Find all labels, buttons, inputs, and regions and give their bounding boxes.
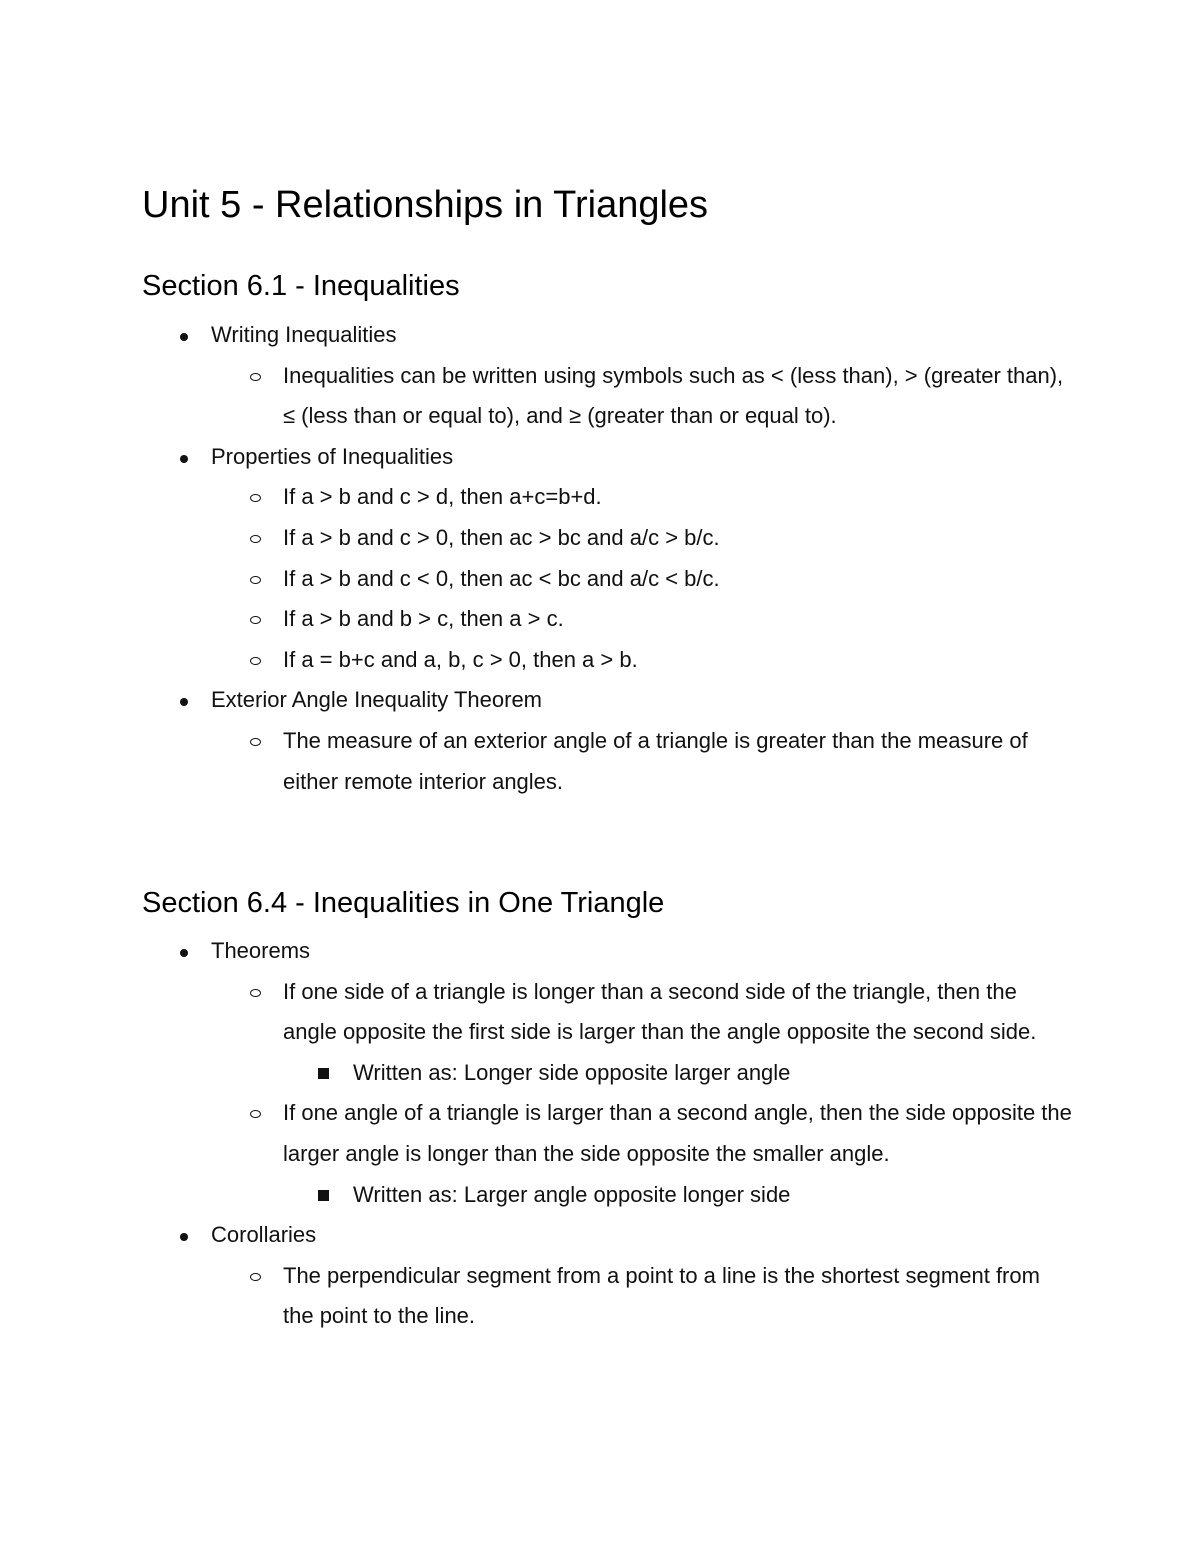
list-item <box>142 437 1072 478</box>
sub-list-item <box>142 477 1073 518</box>
sub-list-item-text: If a > b and c > 0, then ac > bc and a/c > b/c. <box>283 524 720 550</box>
list-item <box>142 931 1072 972</box>
sub-sub-list-item <box>142 1175 1072 1216</box>
sub-list-item-text: The perpendicular segment from a point to a line is the shortest segment from the point to the line. <box>283 1262 1040 1329</box>
sub-list-item <box>142 972 1073 1053</box>
list-item-text: Writing Inequalities <box>211 322 397 347</box>
sub-list-item <box>142 640 1073 681</box>
sub-sub-list-item <box>142 1053 1072 1094</box>
bullet-circle-icon <box>250 535 261 543</box>
list-item <box>142 680 1072 721</box>
bullet-square-icon <box>318 1068 329 1079</box>
sub-sub-list-item-text: Written as: Larger angle opposite longer side <box>353 1181 791 1207</box>
bullet-square-icon <box>318 1190 329 1201</box>
sub-list-item <box>142 356 1073 437</box>
sub-list-item <box>142 518 1073 559</box>
section-heading: Section 6.1 - Inequalities <box>142 270 460 302</box>
sub-list-item-text: Inequalities can be written using symbols such as < (less than), > (greater than), ≤ (less than or equal to), and ≥ (greater than or equal to). <box>283 362 1064 429</box>
bullet-disc-icon <box>180 1233 188 1241</box>
page-title: Unit 5 - Relationships in Triangles <box>142 184 709 226</box>
list-item <box>142 315 1072 356</box>
bullet-disc-icon <box>180 455 188 463</box>
bullet-circle-icon <box>250 373 261 381</box>
bullet-circle-icon <box>250 657 261 665</box>
bullet-circle-icon <box>250 494 261 502</box>
sub-list-item-text: If one angle of a triangle is larger than a second angle, then the side opposite the larger angle is longer than the side opposite the smaller angle. <box>283 1100 1072 1166</box>
section-heading: Section 6.4 - Inequalities in One Triangle <box>142 887 665 919</box>
sub-list-item <box>142 1093 1073 1174</box>
bullet-disc-icon <box>180 949 188 957</box>
bullet-circle-icon <box>250 989 261 997</box>
sub-list-item <box>142 721 1073 802</box>
sub-list-item-text: If a > b and c > d, then a+c=b+d. <box>283 484 602 510</box>
bullet-circle-icon <box>250 1273 261 1281</box>
list-item-text: Properties of Inequalities <box>211 443 454 469</box>
sub-list-item <box>142 599 1073 640</box>
sub-list-item-text: If a > b and b > c, then a > c. <box>283 606 564 632</box>
sub-list-item-text: If a = b+c and a, b, c > 0, then a > b. <box>283 646 638 672</box>
sub-list-item <box>142 559 1073 600</box>
list-item-text: Corollaries <box>211 1222 317 1248</box>
sub-list-item-text: The measure of an exterior angle of a triangle is greater than the measure of either remote interior angles. <box>283 727 1028 794</box>
bullet-circle-icon <box>250 738 261 746</box>
list-item-text: Theorems <box>211 938 311 963</box>
sub-list-item-text: If one side of a triangle is longer than a second side of the triangle, then the angle opposite the first side is larger than the angle opposite the second side. <box>283 978 1037 1045</box>
bullet-circle-icon <box>250 1110 261 1118</box>
list-item-text: Exterior Angle Inequality Theorem <box>211 687 542 713</box>
sub-list-item-text: If a > b and c < 0, then ac < bc and a/c < b/c. <box>283 565 720 591</box>
bullet-disc-icon <box>180 333 188 341</box>
section-list <box>142 315 1072 802</box>
sub-sub-list-item-text: Written as: Longer side opposite larger angle <box>353 1059 791 1085</box>
bullet-circle-icon <box>250 576 261 584</box>
bullet-disc-icon <box>180 698 188 706</box>
bullet-circle-icon <box>250 616 261 624</box>
section-list <box>142 931 1072 1337</box>
sub-list-item <box>142 1256 1073 1337</box>
list-item <box>142 1215 1072 1256</box>
